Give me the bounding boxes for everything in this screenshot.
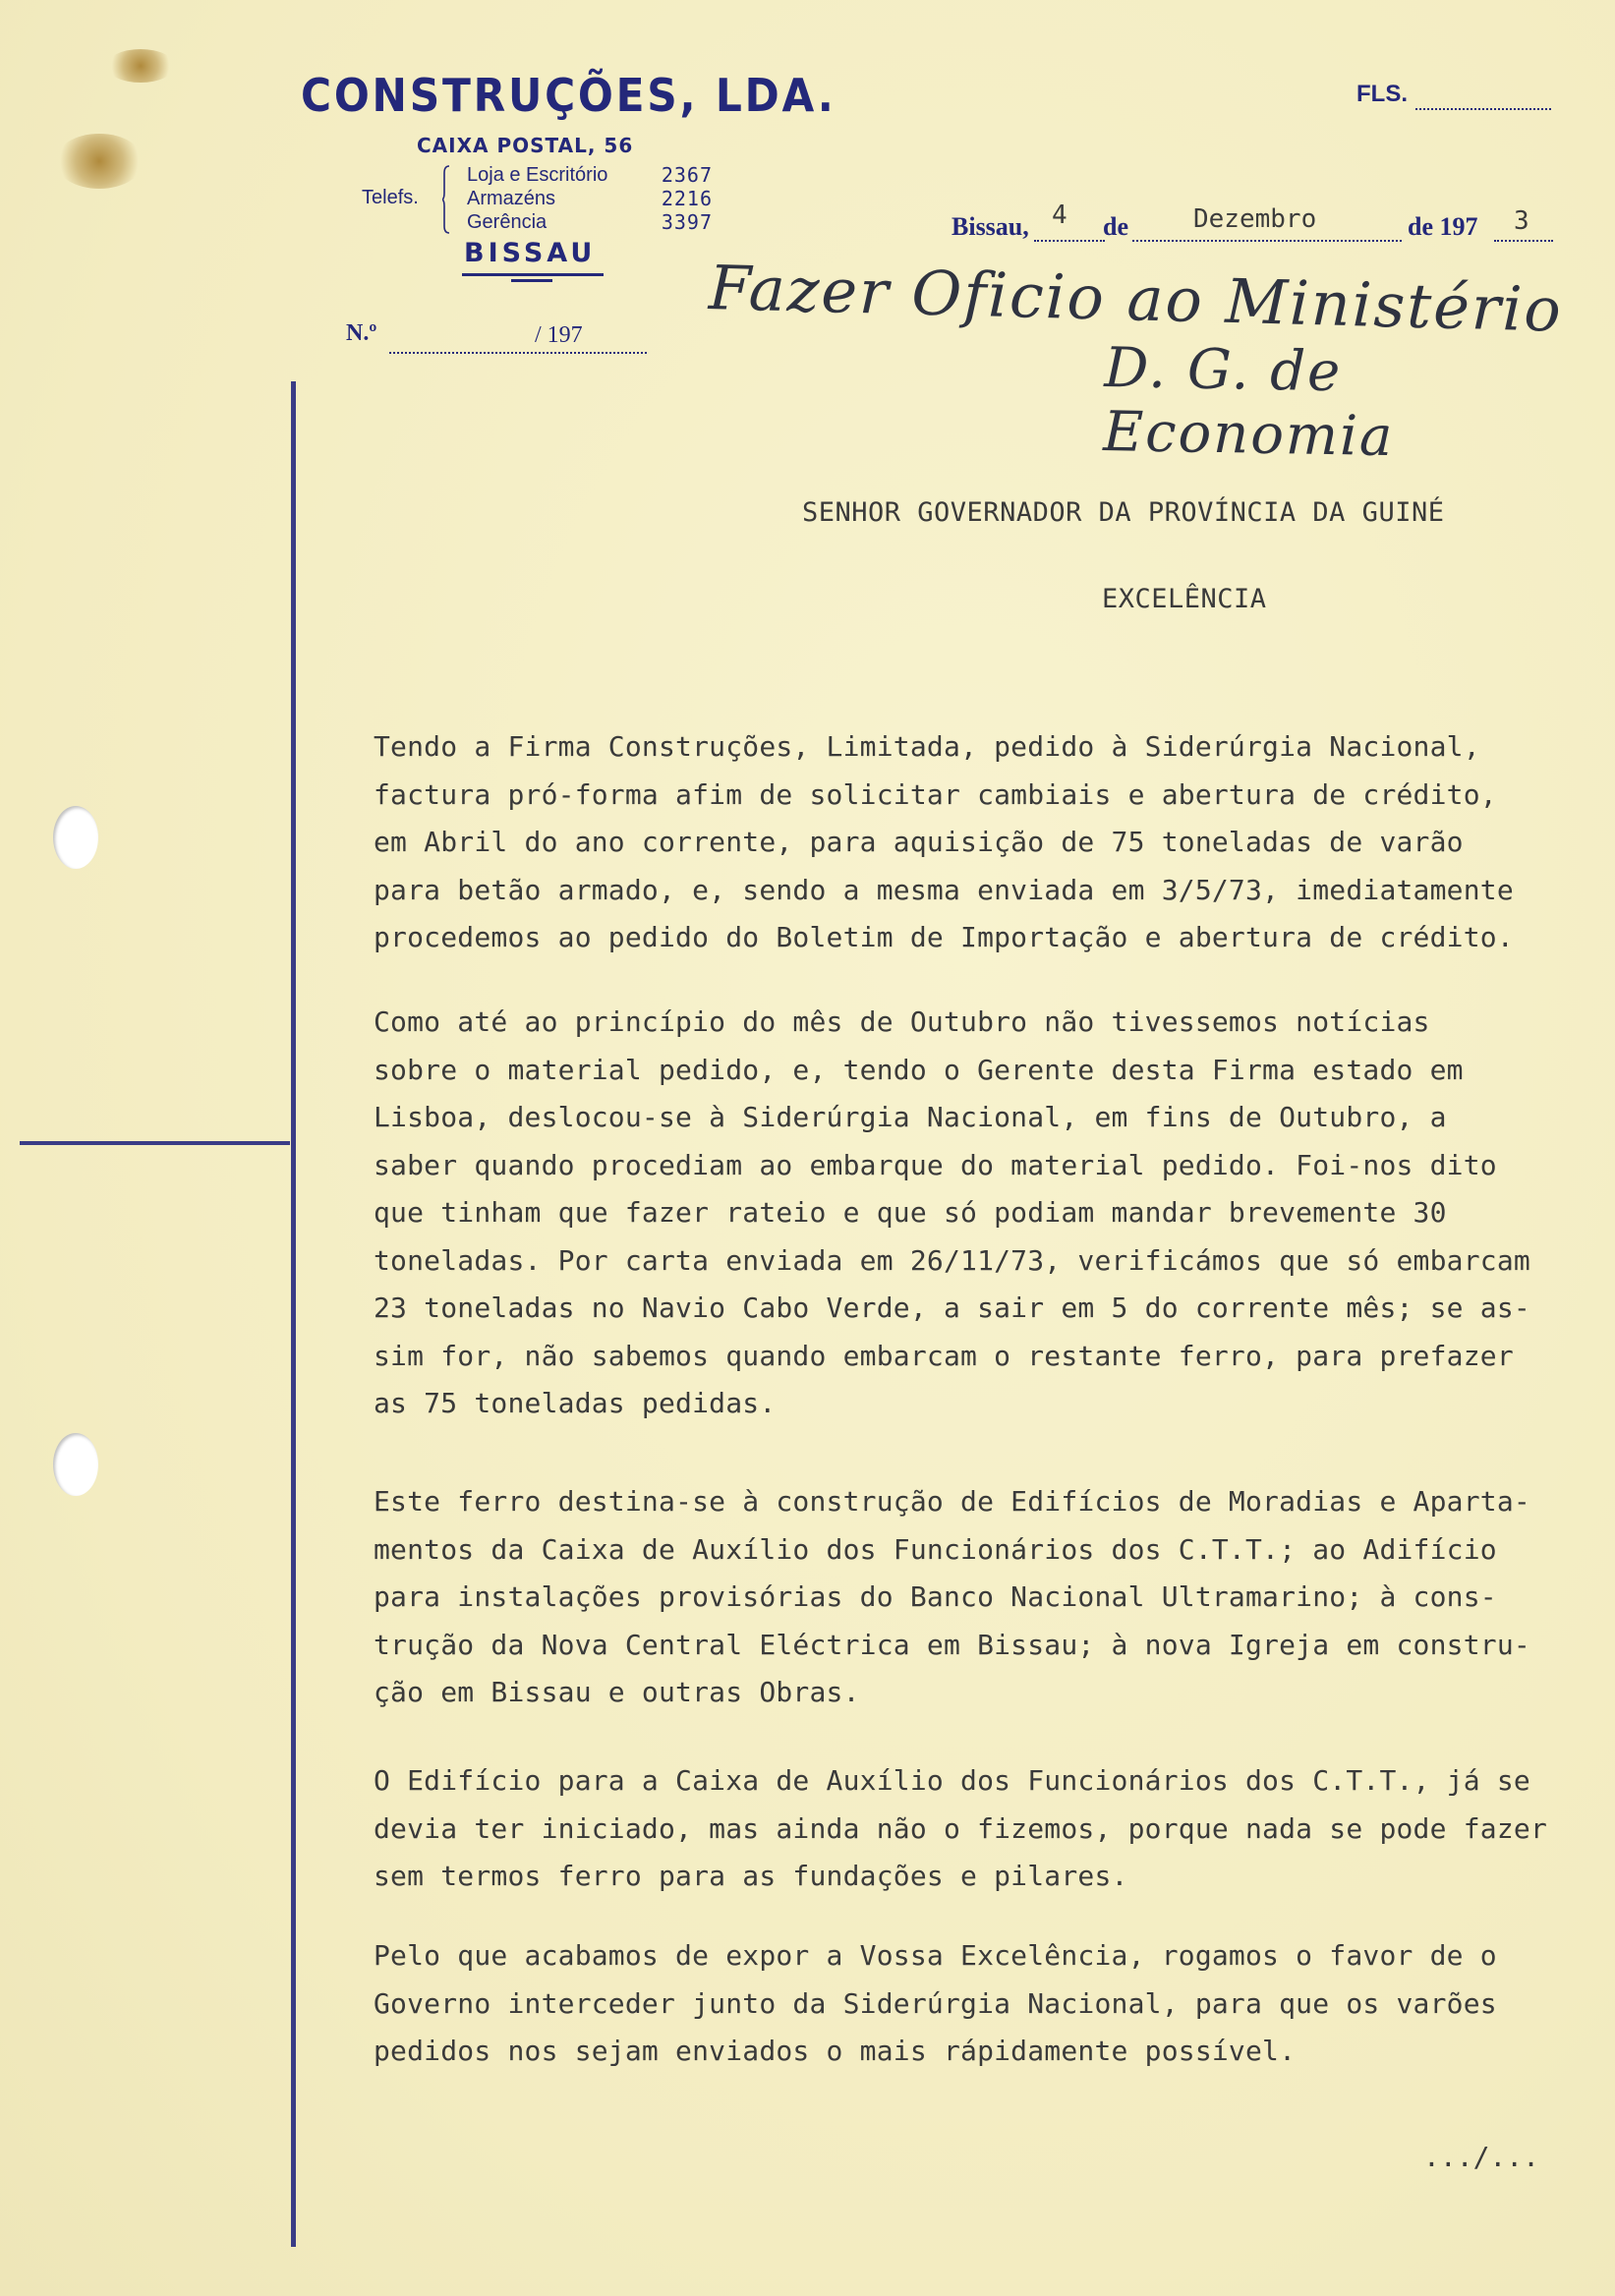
margin-fold-rule xyxy=(20,1141,290,1145)
date-year-label: de 197 xyxy=(1408,212,1478,241)
telefs-label: Telefs. xyxy=(362,187,419,208)
fls-label: FLS. xyxy=(1356,81,1408,107)
text-line: toneladas. Por carta enviada em 26/11/73, verificámos que só embarcam xyxy=(374,1243,1530,1277)
phone-label: Loja e Escritório xyxy=(467,164,608,186)
phone-row xyxy=(467,210,713,234)
date-dotted-line xyxy=(1034,240,1105,242)
date-day: 4 xyxy=(1052,201,1067,230)
phone-row xyxy=(467,187,713,210)
handwritten-note-line2: D. G. de Economia xyxy=(1102,336,1395,470)
text-line: para instalações provisórias do Banco Nacional Ultramarino; à cons- xyxy=(374,1580,1497,1613)
date-dotted-line xyxy=(1494,240,1553,242)
paragraph xyxy=(374,1757,1547,1901)
phone-number: 2367 xyxy=(661,163,713,187)
date-year-digit: 3 xyxy=(1514,206,1529,236)
phone-list xyxy=(467,163,713,234)
brace-icon xyxy=(442,165,450,234)
text-line: trução da Nova Central Eléctrica em Bissau; à nova Igreja em constru- xyxy=(374,1628,1530,1661)
phone-row xyxy=(467,163,713,187)
punch-hole xyxy=(53,806,98,869)
date-de-label: de xyxy=(1103,212,1128,241)
handwritten-note-line1: Fazer Oficio ao Ministério xyxy=(708,252,1564,346)
text-line: 23 toneladas no Navio Cabo Verde, a sair em 5 do corrente mês; se as- xyxy=(374,1292,1530,1324)
paragraph xyxy=(374,999,1530,1428)
margin-vertical-rule xyxy=(291,381,296,2247)
text-line: Pelo que acabamos de expor a Vossa Excelência, rogamos o favor de o xyxy=(374,1939,1497,1972)
phone-number: 2216 xyxy=(661,187,713,210)
text-line: sim for, não sabemos quando embarcam o restante ferro, para prefazer xyxy=(374,1339,1514,1372)
text-line: factura pró-forma afim de solicitar cambiais e abertura de crédito, xyxy=(374,777,1497,811)
company-name: CONSTRUÇÕES, LDA. xyxy=(301,69,836,122)
text-line: ção em Bissau e outras Obras. xyxy=(374,1676,860,1708)
salutation: EXCELÊNCIA xyxy=(1102,584,1267,614)
letterhead-city: BISSAU xyxy=(464,238,597,268)
paragraph xyxy=(374,1478,1530,1717)
text-line: que tinham que fazer rateio e que só podiam mandar brevemente 30 xyxy=(374,1196,1447,1229)
text-line: devia ter iniciado, mas ainda não o fizemos, porque nada se pode fazer xyxy=(374,1811,1548,1845)
text-line: pedidos nos sejam enviados o mais rápidamente possível. xyxy=(374,2035,1297,2067)
city-underline xyxy=(462,273,604,276)
numero-dotted-line xyxy=(389,352,647,354)
caixa-postal: CAIXA POSTAL, 56 xyxy=(417,134,634,157)
numero-suffix: / 197 xyxy=(535,322,583,348)
paper-stain xyxy=(106,49,175,83)
addressee: SENHOR GOVERNADOR DA PROVÍNCIA DA GUINÉ xyxy=(802,497,1445,528)
text-line: procedemos ao pedido do Boletim de Importação e abertura de crédito. xyxy=(374,921,1514,953)
phone-label: Gerência xyxy=(467,211,548,233)
text-line: as 75 toneladas pedidas. xyxy=(374,1387,777,1419)
punch-hole xyxy=(53,1433,98,1496)
date-dotted-line xyxy=(1132,240,1402,242)
text-line: para betão armado, e, sendo a mesma enviada em 3/5/73, imediatamente xyxy=(374,873,1514,906)
text-line: Governo interceder junto da Siderúrgia Nacional, para que os varões xyxy=(374,1986,1497,2020)
text-line: mentos da Caixa de Auxílio dos Funcionários dos C.T.T.; ao Adifício xyxy=(374,1532,1497,1566)
phone-number: 3397 xyxy=(661,210,713,234)
date-city-label: Bissau, xyxy=(952,212,1029,241)
date-month: Dezembro xyxy=(1193,204,1317,234)
continuation-mark: .../... xyxy=(1423,2141,1540,2173)
fls-dotted-line xyxy=(1415,108,1551,110)
text-line: saber quando procediam ao embarque do material pedido. Foi-nos dito xyxy=(374,1148,1497,1181)
phone-label: Armazéns xyxy=(467,188,556,209)
text-line: Tendo a Firma Construções, Limitada, pedido à Siderúrgia Nacional, xyxy=(374,730,1480,763)
paragraph xyxy=(374,1932,1497,2076)
paper-stain xyxy=(55,134,144,189)
numero-label: N.º xyxy=(346,320,377,346)
text-line: em Abril do ano corrente, para aquisição de 75 toneladas de varão xyxy=(374,826,1464,858)
text-line: Este ferro destina-se à construção de Edifícios de Moradias e Aparta- xyxy=(374,1485,1530,1518)
city-underline xyxy=(511,279,552,282)
text-line: Como até ao princípio do mês de Outubro não tivessemos notícias xyxy=(374,1005,1430,1038)
text-line: O Edifício para a Caixa de Auxílio dos Funcionários dos C.T.T., já se xyxy=(374,1764,1530,1797)
text-line: sobre o material pedido, e, tendo o Gerente desta Firma estado em xyxy=(374,1053,1464,1086)
text-line: Lisboa, deslocou-se à Siderúrgia Nacional, em fins de Outubro, a xyxy=(374,1101,1447,1133)
paragraph xyxy=(374,723,1514,962)
text-line: sem termos ferro para as fundações e pilares. xyxy=(374,1860,1128,1892)
